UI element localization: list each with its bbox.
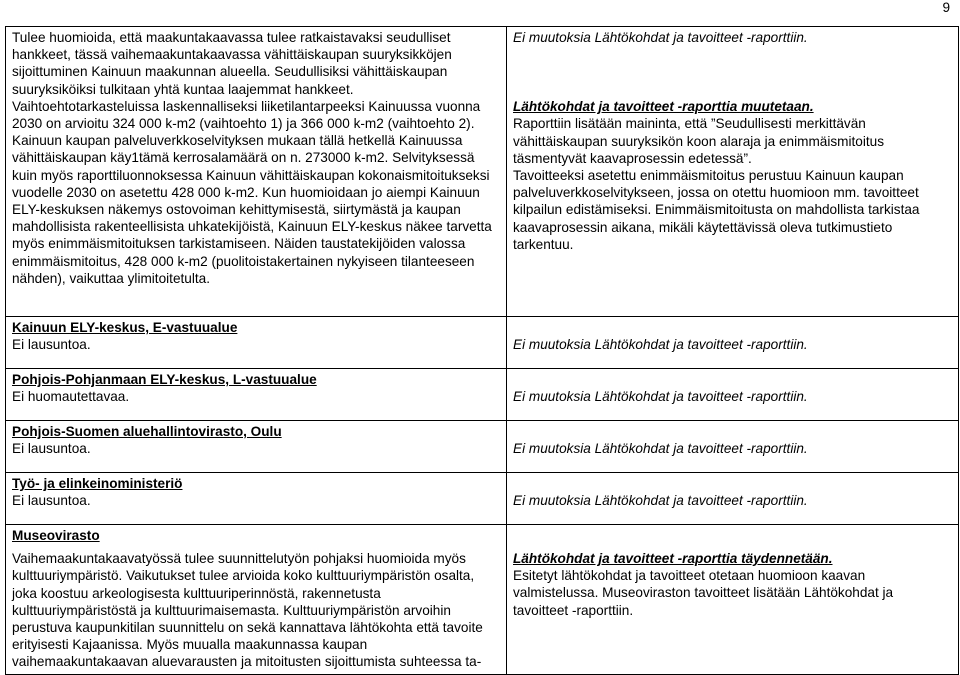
response-cell bbox=[507, 525, 959, 675]
organization-heading: Pohjois-Suomen aluehallintovirasto, Oulu bbox=[12, 424, 282, 439]
statement-cell bbox=[6, 27, 507, 317]
organization-heading: Työ- ja elinkeinoministeriö bbox=[12, 476, 183, 491]
statement-text: Ei huomautettavaa. bbox=[12, 389, 130, 405]
table-row bbox=[6, 317, 959, 369]
table-row bbox=[6, 525, 959, 675]
response-heading: Lähtökohdat ja tavoitteet -raporttia muutetaan. bbox=[513, 99, 814, 115]
response-cell bbox=[507, 421, 959, 473]
response-text: Ei muutoksia Lähtökohdat ja tavoitteet -raporttiin. bbox=[513, 389, 808, 404]
organization-heading: Pohjois-Pohjanmaan ELY-keskus, L-vastuualue bbox=[12, 372, 317, 387]
statement-cell bbox=[6, 369, 507, 421]
response-cell bbox=[507, 27, 959, 317]
response-text: Ei muutoksia Lähtökohdat ja tavoitteet -raporttiin. bbox=[513, 493, 808, 508]
organization-heading: Kainuun ELY-keskus, E-vastuualue bbox=[12, 320, 238, 335]
response-cell bbox=[507, 473, 959, 525]
table-row bbox=[6, 421, 959, 473]
response-text: Ei muutoksia Lähtökohdat ja tavoitteet -raporttiin. bbox=[513, 441, 808, 456]
statement-paragraph: Vaihtoehtotarkasteluissa laskennalliseksi liiketilantarpeeksi Kainuussa vuonna 2030 on arvioitu 324 000 k-m2 (vaihtoehto 1) ja 366 000 k-m2 (vaihtoehto 2). Kainuun kaupan palveluverkkoselvityksen mukaan tällä hetkellä Kainuussa vähittäiskaupan käy1tämä kerrosalamäärä on n. 273000 k-m2. Selvityksessä kuin myös raporttiluonnoksessa Kainuun vähittäiskaupan kokonaismitoitukseksi vuodelle 2030 on asetettu 428 000 k-m2. Kun huomioidaan jo aiempi Kainuun ELY-keskuksen näkemys ostovoiman kehittymisestä, siirtymästä ja kaupan mahdollisista rakenteellisista uhkatekijöistä, Kainuun ELY-keskus näkee tarvetta myös enimmäismitoituksen tarkistamiseen. Näiden taustatekijöiden valossa enimmäismitoitus, 428 000 k-m2 (puolitoistakertainen nykyiseen tilanteeseen nähden), vaikuttaa ylimitoitetulta. bbox=[12, 98, 492, 286]
statement-table bbox=[5, 26, 959, 675]
response-text: Ei muutoksia Lähtökohdat ja tavoitteet -raporttiin. bbox=[513, 337, 808, 352]
response-text: Ei muutoksia Lähtökohdat ja tavoitteet -raporttiin. bbox=[513, 30, 808, 45]
response-heading: Lähtökohdat ja tavoitteet -raporttia täydennetään. bbox=[513, 551, 833, 566]
response-text: Esitetyt lähtökohdat ja tavoitteet otetaan huomioon kaavan valmistelussa. Museoviraston tavoitteet lisätään Lähtökohdat ja tavoitteet -raporttiin. bbox=[513, 568, 894, 618]
response-paragraph: Tavoitteeksi asetettu enimmäismitoitus perustuu Kainuun kaupan palveluverkkoselvitykseen, jossa on otettu huomioon mm. tavoitteet kilpailun edistämiseksi. Enimmäismitoitusta on mahdollista tarkistaa kaavaprosessin aikana, mikäli käytettävissä oleva tutkimustieto tarkentuu. bbox=[513, 168, 920, 252]
table-row bbox=[6, 473, 959, 525]
statement-paragraph: Tulee huomioida, että maakuntakaavassa tulee ratkaistavaksi seudulliset hankkeet, tässä vaihemaakuntakaavassa vähittäiskaupan suuryksikköjen sijoittuminen Kainuun maakunnan alueella. Seudullisiksi vähittäiskaupan suuryksiköiksi tulkitaan yhtä kuntaa laajemmat hankkeet. bbox=[12, 30, 452, 97]
response-cell bbox=[507, 317, 959, 369]
statement-text: Ei lausuntoa. bbox=[12, 337, 91, 353]
statement-cell bbox=[6, 473, 507, 525]
table-row bbox=[6, 369, 959, 421]
organization-heading: Museovirasto bbox=[12, 528, 100, 543]
table-row bbox=[6, 27, 959, 317]
response-paragraph: Raporttiin lisätään maininta, että ”Seudullisesti merkittävän vähittäiskaupan suuryksikön koon alaraja ja enimmäismitoitus täsmentyvät kaavaprosessin edetessä”. bbox=[513, 116, 884, 166]
statement-text: Ei lausuntoa. bbox=[12, 441, 91, 457]
statement-cell bbox=[6, 525, 507, 675]
statement-cell bbox=[6, 317, 507, 369]
statement-text: Ei lausuntoa. bbox=[12, 493, 91, 509]
response-cell bbox=[507, 369, 959, 421]
page-number: 9 bbox=[942, 0, 950, 15]
statement-text: Vaihemaakuntakaavatyössä tulee suunnittelutyön pohjaksi huomioida myös kulttuuriympäristö. Vaikutukset tulee arvioida koko kulttuuriympäristön osalta, joka koostuu arkeologisesta kulttuuriperinnöstä, rakennetusta kulttuuriympäristöstä ja kulttuurimaisemasta. Kulttuuriympäristön arvoihin perustuva kaupunkitilan suunnittelu on sekä kannattava lähtökohta että tavoite erityisesti Kajaanissa. Myös muualla maakunnassa kaupan vaihemaakuntakaavan aluevarausten ja mitoitusten sijoittumista suhteessa ta- bbox=[12, 551, 483, 670]
statement-cell bbox=[6, 421, 507, 473]
